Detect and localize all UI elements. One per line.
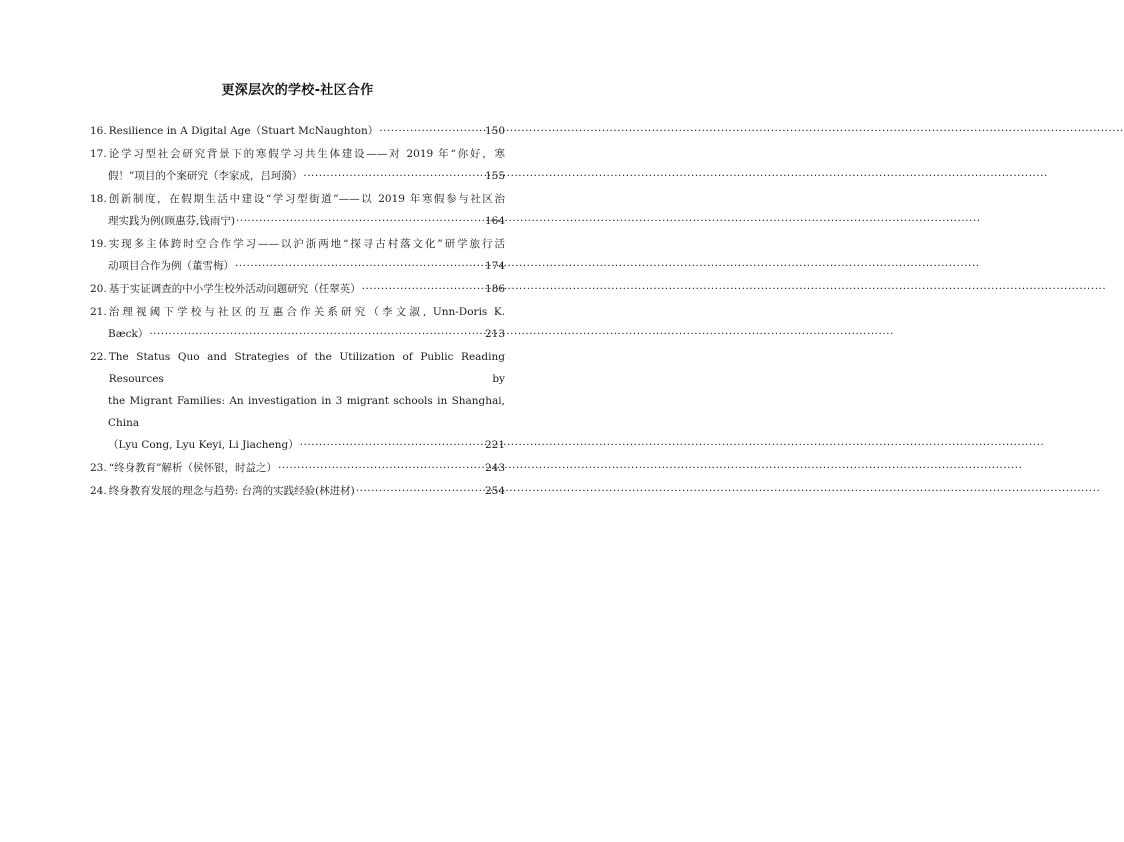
- toc-entry-16[interactable]: [90, 120, 505, 142]
- toc-entry-21[interactable]: [90, 301, 505, 345]
- toc-entry-20[interactable]: [90, 278, 505, 300]
- dot-leader: [300, 434, 484, 456]
- entry-number: 24.: [90, 485, 107, 497]
- entry-number: 20.: [90, 283, 107, 295]
- entry-page-number: 174: [484, 260, 505, 272]
- dot-leader: [379, 120, 484, 142]
- dot-leader: [235, 255, 484, 277]
- entry-title-continued: Bæck）: [108, 328, 149, 340]
- entry-title-continued: 理实践为例(顾惠芬,钱雨宁): [108, 215, 236, 227]
- entry-title-continued: the Migrant Families: An investigation in 3 migrant schools in Shanghai, China: [108, 395, 505, 429]
- entry-page-number: 150: [484, 125, 505, 137]
- entry-page-number: 155: [484, 170, 505, 182]
- entry-number: 22.: [90, 351, 107, 363]
- entry-title: “终身教育”解析（侯怀银，时益之）: [108, 462, 277, 474]
- toc-entry-17[interactable]: [90, 143, 505, 187]
- dot-leader: [303, 165, 484, 187]
- toc-entry-23[interactable]: [90, 457, 505, 479]
- entry-page-number: 164: [484, 215, 505, 227]
- entry-title-continued: （Lyu Cong, Lyu Keyi, Li Jiacheng）: [108, 439, 299, 451]
- entry-number: 23.: [90, 462, 107, 474]
- entry-title: 论学习型社会研究背景下的寒假学习共生体建设——对 2019 年“你好，寒: [108, 148, 505, 160]
- entry-title-continued: 假！”项目的个案研究（李家成，吕珂漪）: [108, 170, 303, 182]
- entry-title: 实现多主体跨时空合作学习——以沪浙两地“探寻古村落文化”研学旅行活: [108, 238, 505, 250]
- entry-page-number: 221: [484, 439, 505, 451]
- entry-page-number: 254: [484, 485, 505, 497]
- dot-leader: [356, 480, 484, 502]
- entry-page-number: 186: [484, 283, 505, 295]
- entry-number: 16.: [90, 125, 107, 137]
- entry-number: 21.: [90, 306, 107, 318]
- entry-number: 19.: [90, 238, 107, 250]
- dot-leader: [362, 278, 484, 300]
- section-title: 更深层次的学校-社区合作: [221, 83, 374, 98]
- entry-page-number: 213: [484, 328, 505, 340]
- dot-leader: [278, 457, 484, 479]
- entry-title: 终身教育发展的理念与趋势: 台湾的实践经验(林进材): [108, 485, 355, 497]
- entry-number: 18.: [90, 193, 107, 205]
- entry-title: The Status Quo and Strategies of the Utilization of Public Reading Resources by: [108, 351, 505, 385]
- entry-title: 基于实证调查的中小学生校外活动问题研究（任翠英）: [108, 283, 361, 295]
- entry-title: 创新制度，在假期生活中建设“学习型街道”——以 2019 年寒假参与社区治: [108, 193, 505, 205]
- toc-entry-22[interactable]: [90, 346, 505, 456]
- entry-number: 17.: [90, 148, 107, 160]
- toc-entry-18[interactable]: [90, 188, 505, 232]
- entry-title: 治理视阈下学校与社区的互惠合作关系研究（李文淑, Unn-Doris K.: [108, 306, 505, 318]
- toc-entry-19[interactable]: [90, 233, 505, 277]
- entry-page-number: 243: [484, 462, 505, 474]
- toc-entry-24[interactable]: [90, 480, 505, 502]
- table-of-contents: [90, 120, 505, 503]
- entry-title-continued: 动项目合作为例（董雪梅）: [108, 260, 234, 272]
- dot-leader: [236, 210, 484, 232]
- entry-title: Resilience in A Digital Age（Stuart McNaughton）: [108, 125, 379, 137]
- dot-leader: [149, 323, 484, 345]
